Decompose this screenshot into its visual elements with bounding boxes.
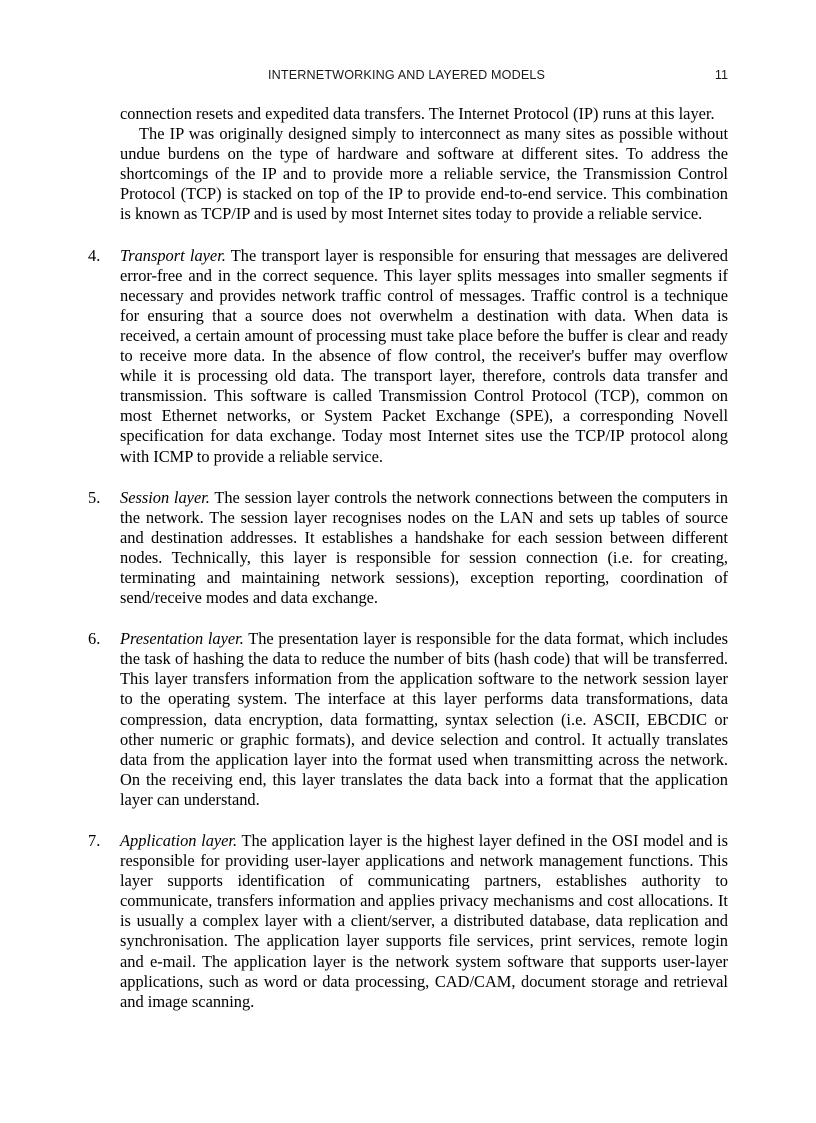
paragraph-ip-overview: The IP was originally designed simply to interconnect as many sites as possible without undue burdens on the type of hardware and software at different sites. To address the shortcomings of the IP and to provide more a reliable service, the Transmission Control Protocol (TCP) is stacked on top of the IP to provide end-to-end service. This combination is known as TCP/IP and is used by most Internet sites today to provide a reliable service. [120, 124, 728, 224]
list-item-body [120, 488, 728, 609]
list-item [88, 246, 728, 467]
paragraph-continuation: connection resets and expedited data transfers. The Internet Protocol (IP) runs at this layer. [120, 104, 715, 123]
list-item-text: The presentation layer is responsible for the data format, which includes the task of hashing the data to reduce the number of bits (hash code) that will be transferred. This layer transfers information from the application software to the network session layer to the operating system. The interface at this layer performs data transformations, data compression, data encryption, data formatting, syntax selection (i.e. ASCII, EBCDIC or other numeric or graphic formats), and device selection and control. It actually translates data from the application layer into the format used when transmitting across the network. On the receiving end, this layer translates the data back into a format that the application layer can understand. [120, 629, 728, 809]
list-item-text: The session layer controls the network connections between the computers in the network. The session layer recognises nodes on the LAN and sets up tables of source and destination addresses. It establishes a handshake for each session between different nodes. Technically, this layer is responsible for session connection (i.e. for creating, terminating and maintaining network sessions), exception reporting, coordination of send/receive modes and data exchange. [120, 487, 728, 608]
list-item-heading: Session layer. [120, 487, 210, 507]
list-item-heading: Application layer. [120, 831, 238, 850]
list-item-number: 6. [88, 629, 101, 649]
list-item-heading: Presentation layer. [120, 629, 244, 649]
running-head [118, 68, 728, 86]
list-item-text: The transport layer is responsible for ensuring that messages are delivered error-free and in the correct sequence. This layer splits messages into smaller segments if necessary and provides network traffic control of messages. Traffic control is a technique for ensuring that a source does not overwhelm a destination with data. When data is received, a certain amount of processing must take place before the buffer is clear and ready to receive more data. In the absence of flow control, the receiver's buffer may overflow while it is processing old data. The transport layer, therefore, controls data transfer and transmission. This software is called Transmission Control Protocol (TCP), common on most Ethernet networks, or System Packet Exchange (SPE), a corresponding Novell specification for data exchange. Today most Internet sites use the TCP/IP protocol along with ICMP to provide a reliable service. [120, 245, 728, 466]
list-item-body [120, 831, 728, 1012]
list-item-heading: Transport layer. [120, 245, 226, 265]
layer-list [88, 246, 728, 1012]
list-item-number: 5. [88, 487, 101, 507]
running-head-title: INTERNETWORKING AND LAYERED MODELS [268, 68, 546, 82]
text-column [88, 104, 728, 1012]
list-item [88, 629, 728, 810]
list-item [88, 488, 728, 609]
list-item-number: 4. [88, 245, 101, 265]
list-item-body [120, 629, 728, 810]
page-number: 11 [714, 68, 728, 82]
list-item-text: The application layer is the highest layer defined in the OSI model and is responsible for providing user-layer applications and network management functions. This layer supports identification of communicating partners, establishes authority to communicate, transfers information and applies privacy mechanisms and cost allocations. It is usually a complex layer with a client/server, a distributed database, data replication and synchronisation. The application layer supports file services, print services, remote login and e-mail. The application layer is the network system software that supports user-layer applications, such as word or data processing, CAD/CAM, document storage and retrieval and image scanning. [120, 831, 728, 1011]
list-item-number: 7. [88, 831, 101, 850]
list-item [88, 831, 728, 1012]
list-item-body [120, 246, 728, 467]
